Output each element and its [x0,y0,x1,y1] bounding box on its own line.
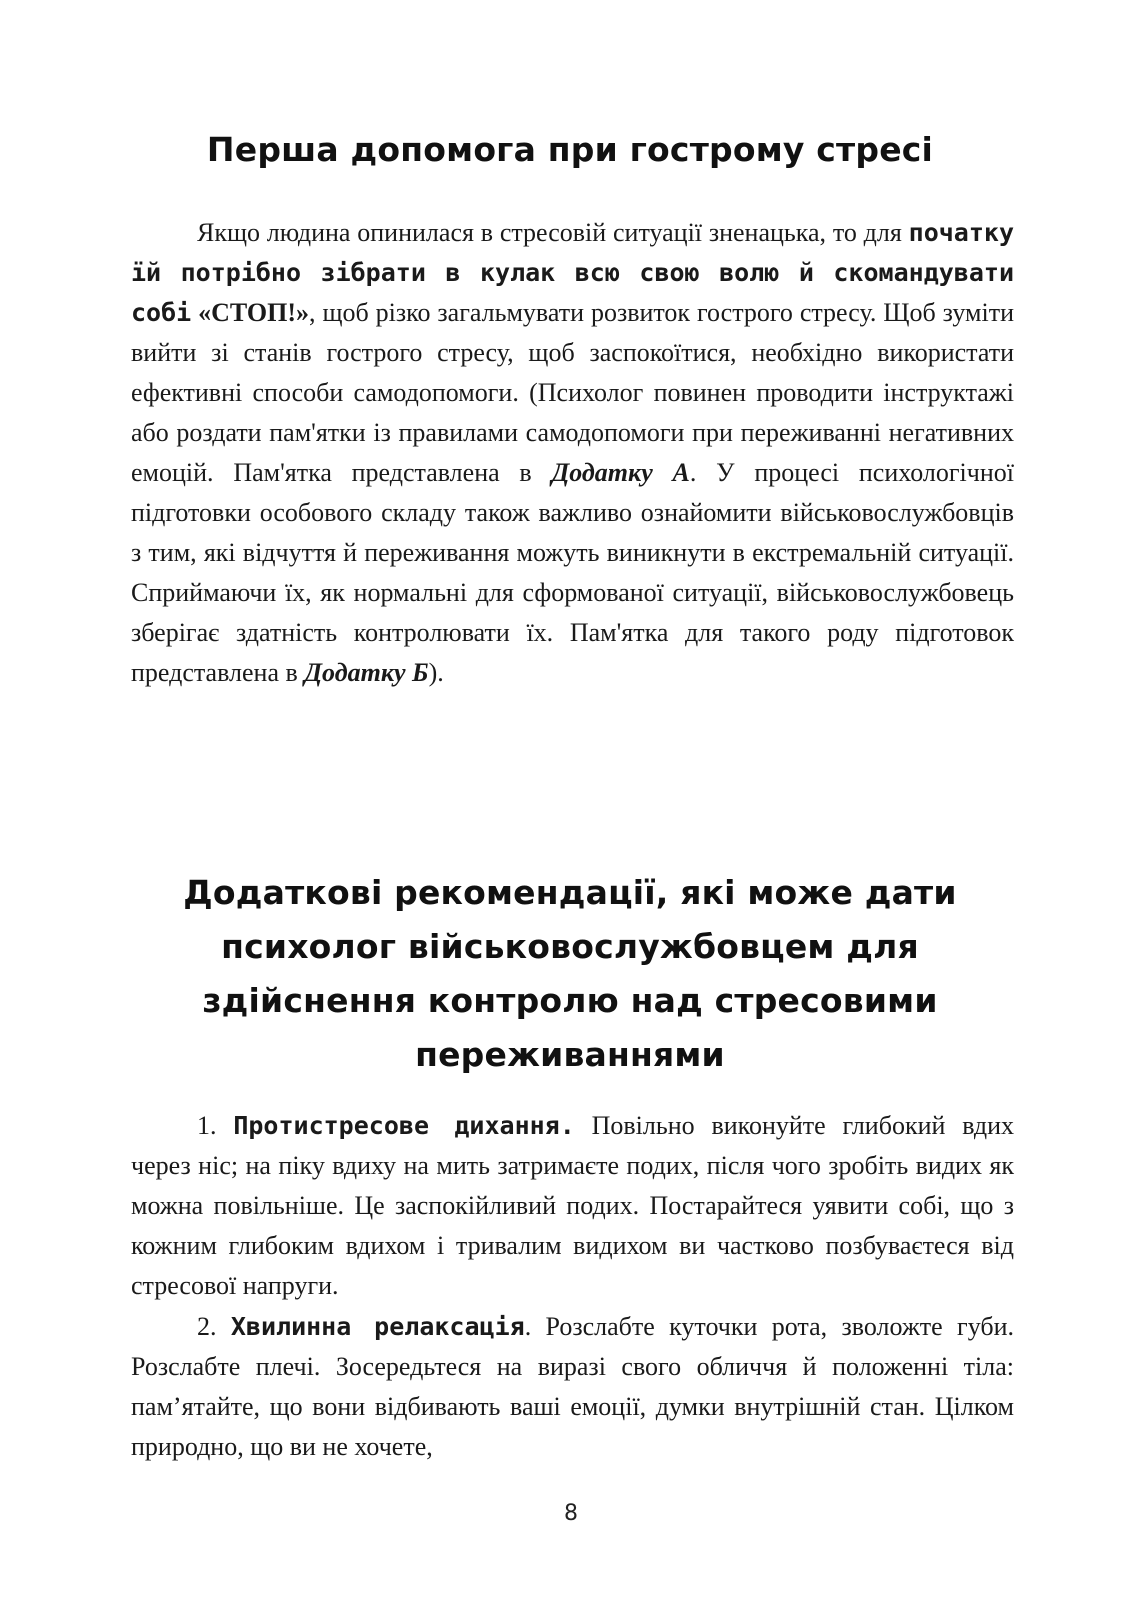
list-item-2 [131,1307,1014,1467]
item-2-text: . Розслабте куточки рота, зволожте губи. Розслабте плечі. Зосередьтеся на виразі свого обличчя й положенні тіла: пам’ятайте, що вони відбивають ваші емоції, думки внутрішній стан. Цілком природно, що ви не хочете, [131,1312,1015,1461]
para-1-ref-a: Додатку А [551,458,690,487]
page-number: 8 [564,1501,578,1526]
section-2-title: Додаткові рекомендації, які може дати психолог військовослужбовцем для здійснення контролю над стресовими переживаннями [183,873,957,1074]
para-1-stop: «СТОП!» [198,298,310,327]
item-1-number: 1. [197,1111,217,1140]
para-1-start: Якщо людина опинилася в стресовій ситуації зненацька, то для [197,218,909,247]
para-1-after-stop: , щоб різко загальмувати розвиток гострого стресу. Щоб зуміти вийти зі станів гострого стресу, щоб заспокоїтися, необхідно використати ефективні способи самодопомоги. (Психолог повинен проводити інструктажі або роздати пам'ятки із правилами самодопомоги при переживанні негативних емоцій. Пам'ятка представлена в [131,298,1014,487]
section-1-title: Перша допомога при гострому стресі [206,130,934,169]
para-1-ref-b: Додатку Б [304,658,429,687]
list-item-1 [131,1106,1014,1306]
item-2-title: Хвилинна релаксація [230,1312,525,1341]
item-1-title: Протистресове дихання. [233,1111,575,1140]
item-2-number: 2. [197,1312,217,1341]
item-1-text: Повільно виконуйте глибокий вдих через ніс; на піку вдиху на мить затримаєте подих, після чого зробіть видих як можна повільніше. Це заспокійливий подих. Постарайтеся уявити собі, що з кожним глибоким вдихом і тривалим видихом ви частково позбуваєтеся від стресової напруги. [131,1111,1014,1300]
para-1-after-ref-a: . У процесі психологічної підготовки особового складу також важливо ознайомити військовослужбовців з тим, які відчуття й переживання можуть виникнути в екстремальній ситуації. Сприймаючи їх, як нормальні для сформованої ситуації, військовослужбовець зберігає здатність контролювати їх. Пам'ятка для такого роду підготовок представлена в [131,458,1014,687]
section-1-paragraph [131,213,1014,693]
para-1-bold: початку їй потрібно зібрати в кулак всю свою волю й скомандувати собі [131,218,1014,327]
para-1-end: ). [428,658,444,687]
